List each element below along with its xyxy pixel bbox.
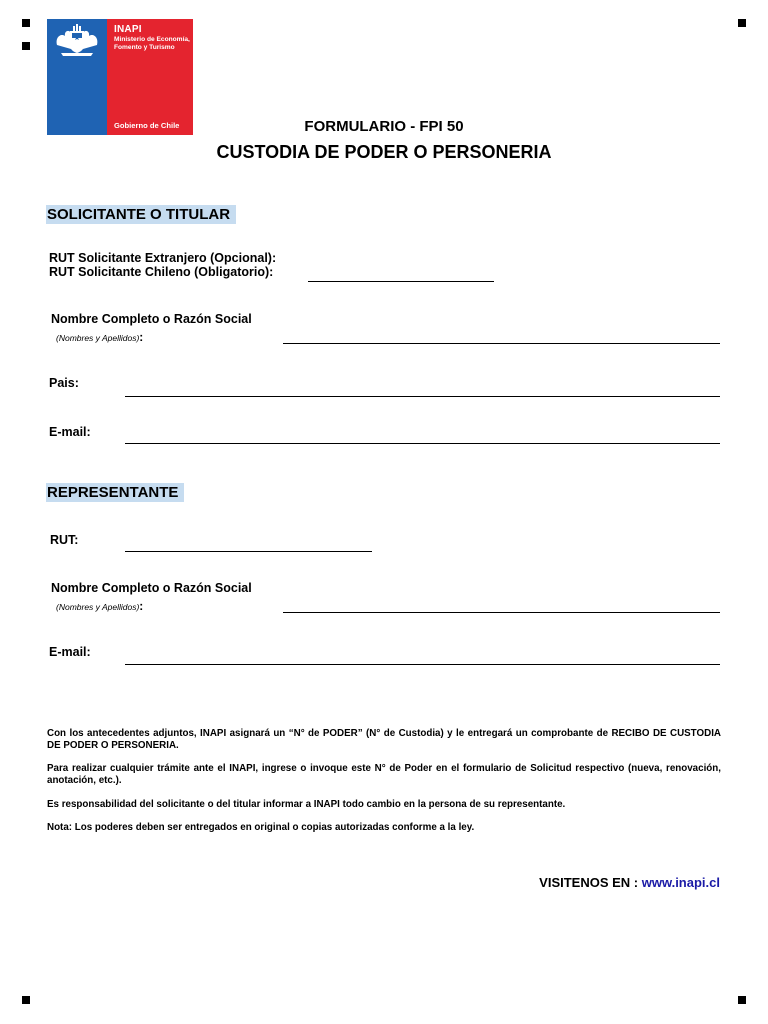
website-link[interactable]: www.inapi.cl (641, 875, 720, 890)
rut-foreign-label: RUT Solicitante Extranjero (Opcional): (49, 251, 277, 265)
representative-name-field[interactable] (283, 612, 720, 613)
applicant-name-hint-colon: : (139, 330, 144, 344)
applicant-name-field[interactable] (283, 343, 720, 344)
representative-name-hint-text: (Nombres y Apellidos) (56, 602, 140, 612)
logo-ministry: Ministerio de Economía, Fomento y Turismo (114, 36, 190, 51)
rut-chilean-label: RUT Solicitante Chileno (Obligatorio): (49, 265, 274, 279)
notes-block-4 (47, 822, 721, 834)
representative-section-heading: REPRESENTANTE (46, 483, 184, 502)
country-field[interactable] (125, 396, 720, 397)
footer-visit-label: VISITENOS EN : (539, 875, 642, 890)
applicant-email-label: E-mail: (49, 425, 91, 439)
corner-mark-top-left-1 (22, 19, 30, 27)
representative-rut-field[interactable] (125, 551, 372, 552)
logo-government: Gobierno de Chile (114, 121, 180, 130)
logo-name: INAPI (114, 24, 142, 35)
applicant-name-hint (56, 330, 143, 344)
representative-rut-label: RUT: (50, 533, 79, 547)
applicant-name-label: Nombre Completo o Razón Social (51, 312, 252, 326)
note-paragraph-4: Nota: Los poderes deben ser entregados en original o copias autorizadas conforme a la ley. (47, 822, 475, 833)
notes-block (47, 728, 721, 752)
corner-mark-top-right (738, 19, 746, 27)
representative-email-field[interactable] (125, 664, 720, 665)
representative-email-label: E-mail: (49, 645, 91, 659)
corner-mark-bottom-left (22, 996, 30, 1004)
note-paragraph-3: Es responsabilidad del solicitante o del titular informar a INAPI todo cambio en la persona de su representante. (47, 799, 566, 810)
representative-name-hint-colon: : (139, 599, 144, 613)
corner-mark-bottom-right (738, 996, 746, 1004)
representative-name-label: Nombre Completo o Razón Social (51, 581, 252, 595)
rut-chilean-field[interactable] (308, 281, 494, 282)
note-paragraph-2: Para realizar cualquier trámite ante el INAPI, ingrese o invoque este N° de Poder en el formulario de Solicitud respectivo (nueva, renovación, anotación, etc.). (47, 763, 721, 786)
applicant-section-heading: SOLICITANTE O TITULAR (46, 205, 236, 224)
notes-block-2 (47, 763, 721, 787)
coat-of-arms-icon (51, 23, 103, 57)
applicant-email-field[interactable] (125, 443, 720, 444)
representative-name-hint (56, 599, 143, 613)
corner-mark-top-left-2 (22, 42, 30, 50)
note-paragraph-1: Con los antecedentes adjuntos, INAPI asignará un “N° de PODER” (N° de Custodia) y le entregará un comprobante de RECIBO DE CUSTODIA DE PODER O PERSONERIA. (47, 728, 721, 751)
footer-visit (539, 875, 720, 890)
notes-block-3 (47, 799, 721, 811)
form-code: FORMULARIO - FPI 50 (304, 118, 464, 135)
form-title: CUSTODIA DE PODER O PERSONERIA (216, 142, 552, 162)
country-label: Pais: (49, 376, 79, 390)
applicant-name-hint-text: (Nombres y Apellidos) (56, 333, 140, 343)
